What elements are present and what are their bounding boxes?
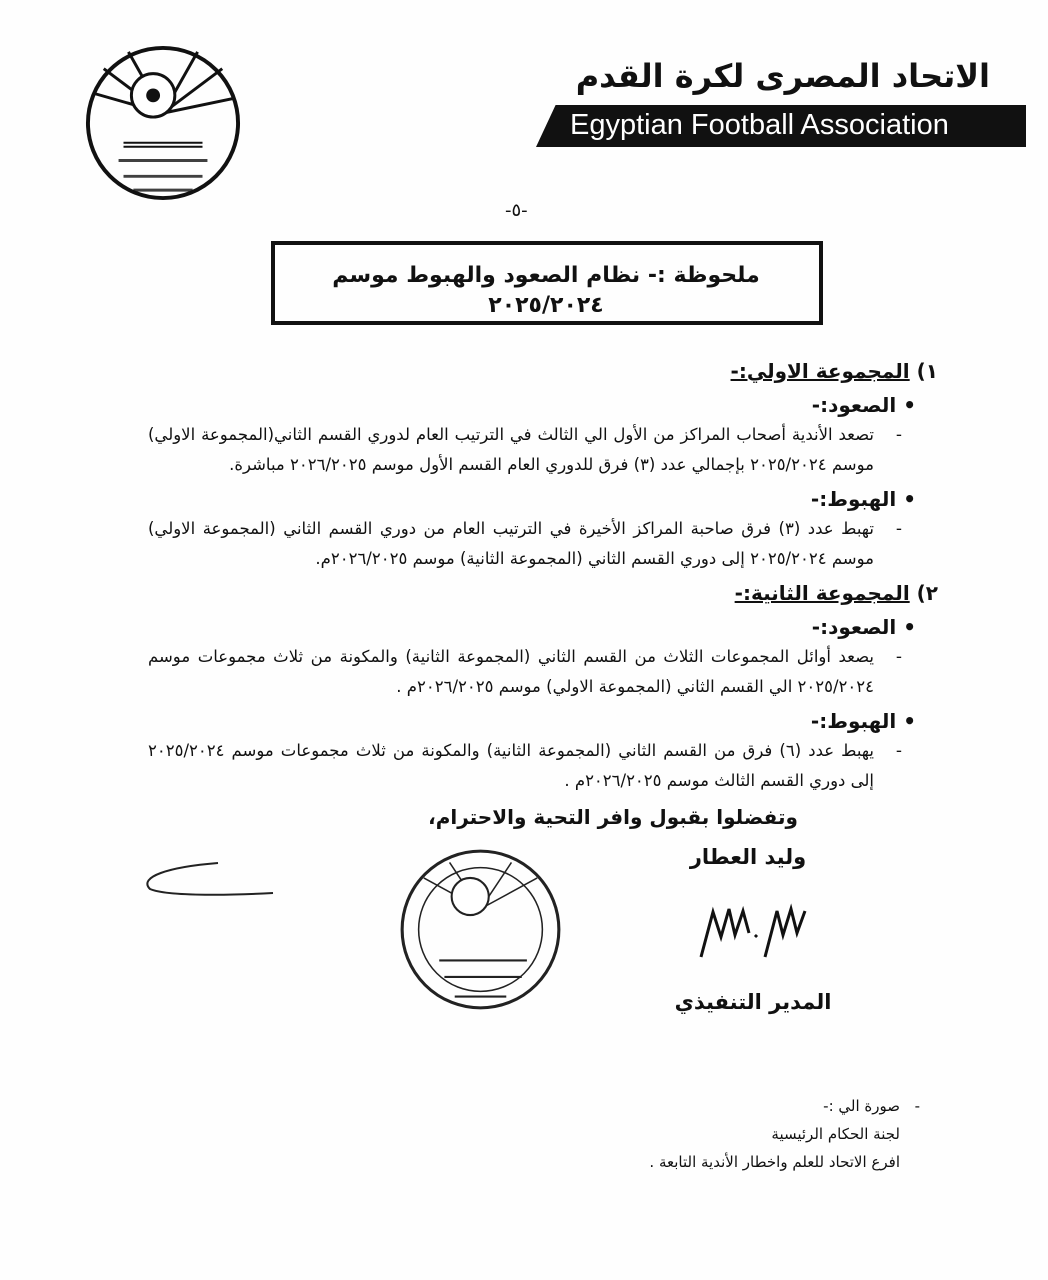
relegation-item <box>148 736 902 796</box>
promotion-label: • الصعود:- <box>811 393 916 417</box>
cc-recipient: افرع الاتحاد للعلم واخطار الأندية التابعة . <box>649 1153 900 1171</box>
label-text: الصعود:- <box>811 615 897 639</box>
dash: - <box>914 1097 920 1115</box>
section-1-heading <box>148 356 938 386</box>
promotion-item <box>148 420 902 480</box>
relegation-label: • الهبوط:- <box>810 487 916 511</box>
signature <box>693 897 813 967</box>
promotion-item <box>148 642 902 702</box>
efa-logo <box>84 44 242 202</box>
note-title: ملحوظة :- نظام الصعود والهبوط موسم ٢٠٢٥/٢٠٢٤ <box>332 263 760 318</box>
relegation-text: تهبط عدد (٣) فرق صاحبة المراكز الأخيرة في الترتيب العام من دوري القسم الثاني (المجموعة الاولي) موسم ٢٠٢٥/٢٠٢٤ إلى دوري القسم الثاني (المجموعة الثانية) موسم ٢٠٢٦/٢٠٢٥م. <box>148 519 874 568</box>
cc-block <box>148 1092 920 1176</box>
label-text: الهبوط:- <box>810 487 897 511</box>
page-number: -٥- <box>505 200 528 221</box>
document-body <box>148 352 938 1176</box>
label-text: الصعود:- <box>811 393 897 417</box>
dash: - <box>895 741 902 761</box>
promotion-text: يصعد أوائل المجموعات الثلاث من القسم الثاني (المجموعة الثانية) والمكونة من ثلاث مجموعات موسم ٢٠٢٥/٢٠٢٤ الي القسم الثاني (المجموعة الاولي) موسم ٢٠٢٦/٢٠٢٥م . <box>148 647 874 696</box>
label-text: الهبوط:- <box>810 709 897 733</box>
closing-text: وتفضلوا بقبول وافر التحية والاحترام، <box>428 805 798 829</box>
promotion-text: تصعد الأندية أصحاب المراكز من الأول الي الثالث في الترتيب العام لدوري القسم الثاني(المجموعة الاولي) موسم ٢٠٢٥/٢٠٢٤ بإجمالي عدد (٣) فرق للدوري العام القسم الأول موسم ٢٠٢٦/٢٠٢٥ مباشرة. <box>148 425 874 474</box>
cc-label-row <box>148 1092 920 1120</box>
dash: - <box>895 519 902 539</box>
section-2-heading <box>148 578 938 608</box>
promotion-label: • الصعود:- <box>811 615 916 639</box>
signatory-name: وليد العطار <box>689 845 807 869</box>
relegation-text: يهبط عدد (٦) فرق من القسم الثاني (المجموعة الثانية) والمكونة من ثلاث مجموعات موسم ٢٠٢٥/٢٠٢٤ إلى دوري القسم الثالث موسم ٢٠٢٦/٢٠٢٥م . <box>148 741 875 790</box>
cc-label: صورة الي :- <box>823 1097 900 1115</box>
header-title-en: Egyptian Football Association <box>570 109 949 141</box>
cc-recipient-row <box>148 1148 920 1176</box>
dash: - <box>895 647 902 667</box>
cc-recipient: لجنة الحكام الرئيسية <box>771 1125 900 1143</box>
section-title: المجموعة الاولي:- <box>730 359 910 383</box>
header-title-ar: الاتحاد المصرى لكرة القدم <box>575 57 990 95</box>
dash: - <box>895 425 902 445</box>
relegation-item <box>148 514 902 574</box>
cc-recipient-row <box>148 1120 920 1148</box>
section-number: ٢) <box>916 581 938 605</box>
signatory-title: المدير التنفيذي <box>674 990 832 1014</box>
section-title: المجموعة الثانية:- <box>734 581 910 605</box>
initial-mark <box>138 857 278 902</box>
relegation-label: • الهبوط:- <box>810 709 916 733</box>
official-stamp <box>398 847 563 1012</box>
section-number: ١) <box>916 359 938 383</box>
signature-block <box>148 842 938 1052</box>
